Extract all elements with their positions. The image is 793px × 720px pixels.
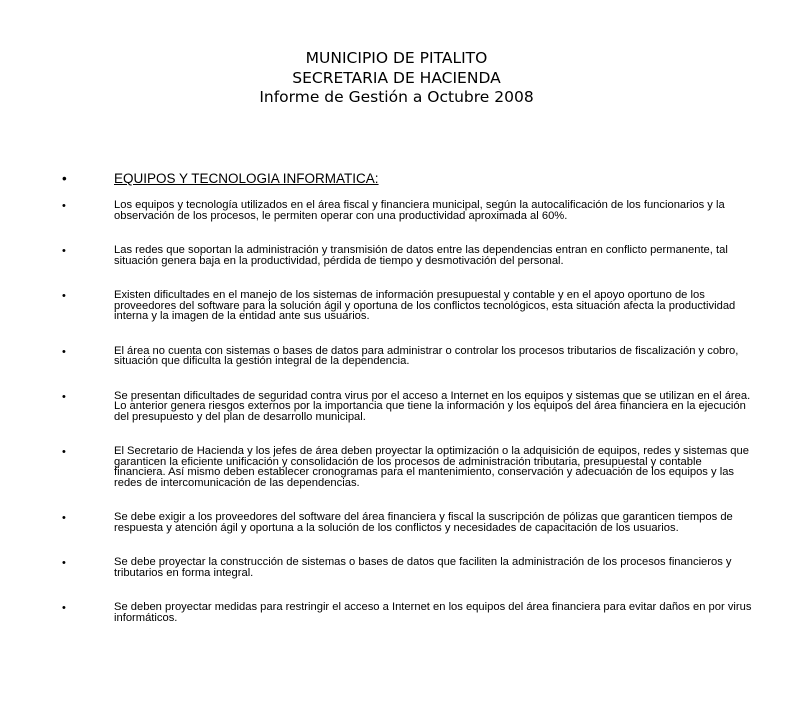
list-item-text: Se presentan dificultades de seguridad contra virus por el acceso a Internet en los equipos y sistemas que se utilizan en el área. Lo anterior genera riesgos externos por la importancia que tiene la información y los equipos del área financiera en la ejecución del presupuesto y del plan de desarrollo municipal. — [114, 389, 751, 423]
document-header — [0, 49, 793, 108]
bullet: • — [62, 446, 66, 458]
list-item-text: Se debe proyectar la construcción de sistemas o bases de datos que faciliten la administración de los procesos financieros y tributarios en forma integral. — [114, 556, 732, 579]
list-item — [62, 602, 752, 623]
list-item — [62, 346, 752, 367]
list-item-text: Los equipos y tecnología utilizados en el área fiscal y financiera municipal, según la autocalificación de los funcionarios y la observación de los procesos, le permiten operar con una productividad aproximada al 60%. — [114, 199, 725, 222]
list-item — [62, 245, 752, 266]
list-item-text: Se deben proyectar medidas para restringir el acceso a Internet en los equipos del área financiera para evitar daños en por virus informáticos. — [114, 601, 752, 624]
bullet: • — [62, 171, 67, 186]
list-item-text: El Secretario de Hacienda y los jefes de área deben proyectar la optimización o la adquisición de equipos, redes y sistemas que garanticen la eficiente unificación y consolidación de los procesos de administración tributaria, presupuestal y contable financiera. Así mismo deben establecer cronogramas para el mantenimiento, conservación y adecuación de los equipos y las redes de intercomunicación de las dependencias. — [114, 445, 749, 489]
bullet: • — [62, 345, 66, 358]
bullet: • — [62, 512, 66, 524]
municipality-title: MUNICIPIO DE PITALITO — [305, 49, 488, 67]
bullet: • — [62, 602, 66, 614]
list-item-text: Existen dificultades en el manejo de los sistemas de información presupuestal y contable y en el apoyo oportuno de los proveedores del software para la solución ágil y oportuna de los conflictos tecnológicos, esta situación afecta la productividad interna y la imagen de la entidad ante sus usuarios. — [114, 289, 736, 322]
list-item-text: Se debe exigir a los proveedores del software del área financiera y fiscal la suscripción de pólizas que garanticen tiempos de respuesta y atención ágil y oportuna a la solución de los conflictos y necesidades de capacitación de los usuarios. — [114, 511, 733, 534]
report-title: Informe de Gestión a Octubre 2008 — [259, 88, 534, 106]
list-item — [62, 446, 752, 488]
list-item — [62, 512, 752, 533]
list-item — [62, 557, 752, 578]
department-title: SECRETARIA DE HACIENDA — [292, 68, 501, 87]
list-item — [62, 290, 752, 322]
bullet-list — [62, 200, 752, 623]
list-item — [62, 391, 752, 423]
bullet: • — [62, 245, 66, 257]
bullet: • — [62, 557, 66, 569]
bullet: • — [62, 200, 66, 212]
list-item — [62, 200, 752, 221]
section-title: EQUIPOS Y TECNOLOGIA INFORMATICA: — [114, 171, 379, 186]
bullet: • — [62, 390, 66, 403]
bullet: • — [62, 290, 66, 302]
list-item-text: El área no cuenta con sistemas o bases de datos para administrar o controlar los procesos tributarios de fiscalización y cobro, situación que dificulta la gestión integral de la dependencia. — [114, 344, 739, 367]
list-item-text: Las redes que soportan la administración y transmisión de datos entre las dependencias entran en conflicto permanente, tal situación genera baja en la productividad, pérdida de tiempo y desmotivación del personal. — [114, 244, 728, 267]
